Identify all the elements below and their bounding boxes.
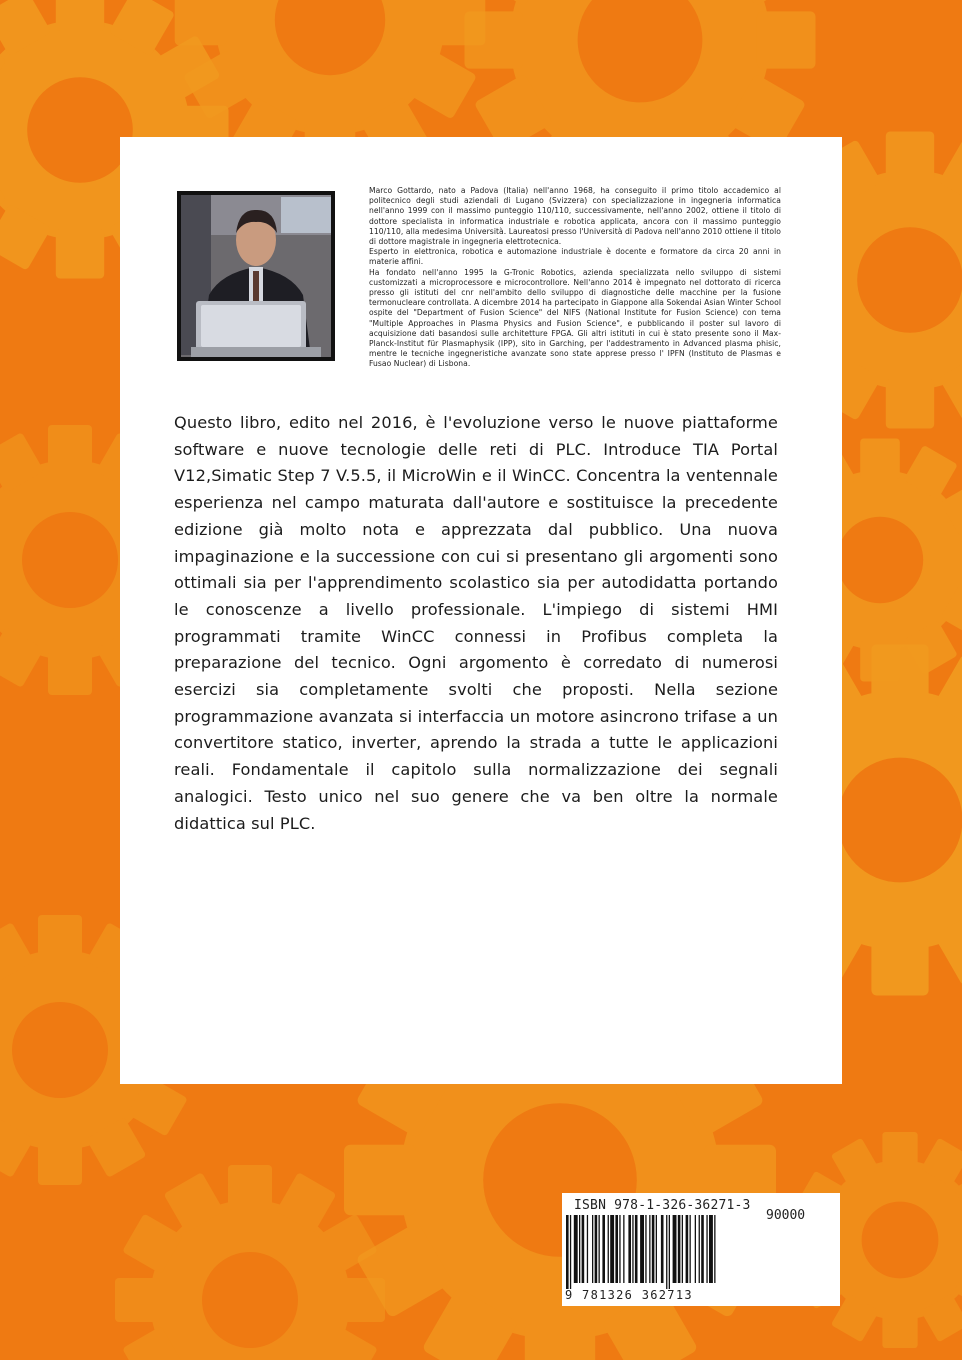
barcode-bar — [602, 1215, 605, 1283]
isbn-label: ISBN 978-1-326-36271-3 — [574, 1198, 751, 1213]
barcode-bar — [695, 1215, 696, 1283]
barcode-bar — [582, 1215, 585, 1283]
barcode-bar — [599, 1215, 600, 1283]
barcode-bar — [610, 1215, 614, 1283]
barcode-bar — [640, 1215, 644, 1283]
barcode-bar — [608, 1215, 609, 1283]
barcode-bar — [592, 1215, 593, 1283]
barcode-bar — [623, 1215, 624, 1283]
ean-digits: 9 781326 362713 — [565, 1288, 693, 1302]
barcode-bars — [566, 1215, 834, 1289]
barcode-bar — [628, 1215, 631, 1283]
barcode-bar — [652, 1215, 655, 1283]
author-bio — [369, 186, 781, 370]
barcode-bar — [566, 1215, 569, 1289]
barcode-bar — [570, 1215, 571, 1289]
barcode-bar — [587, 1215, 588, 1283]
barcode-bar — [574, 1215, 578, 1283]
price-code: 90000 — [766, 1208, 806, 1223]
author-photo — [177, 191, 335, 361]
barcode-bar — [645, 1215, 646, 1283]
barcode-bar — [699, 1215, 700, 1283]
barcode-bar — [673, 1215, 677, 1283]
barcode-bar — [632, 1215, 633, 1283]
barcode-bar — [690, 1215, 691, 1283]
barcode-bar — [595, 1215, 598, 1283]
barcode-bar — [669, 1215, 670, 1289]
barcode-bar — [579, 1215, 580, 1283]
barcode-bar — [682, 1215, 683, 1283]
barcode-bar — [666, 1215, 667, 1289]
book-description: Questo libro, edito nel 2016, è l'evoluzione verso le nuove piattaforme software e nuove tecnologie delle reti di PLC. Introduce TIA Portal V12,Simatic Step 7 V.5.5, il MicroWin e il WinCC. Concentra la ventennale esperienza nel campo maturata dall'autore e sostituisce la precedente edizione già molto nota e apprezzata dal pubblico. Una nuova impaginazione e la successione con cui si presentano gli argomenti sono ottimali sia per l'apprendimento scolastico sia per autodidatta portando le conoscenze a livello professionale. L'impiego di sistemi HMI programmati tramite WinCC connessi in Profibus completa la preparazione del tecnico. Ogni argomento è corredato di numerosi esercizi sia completamente svolti che proposti. Nella sezione programmazione avanzata si interfaccia un motore asincrono trifase a un convertitore statico, inverter, aprendo la strada a tutte le applicazioni reali. Fondamentale il capitolo sulla normalizzazione dei segnali analogici. Testo unico nel suo genere che va ben oltre la normale didattica sul PLC. — [174, 413, 778, 833]
barcode-bar — [619, 1215, 620, 1283]
barcode-bar — [661, 1215, 664, 1283]
barcode-bar — [686, 1215, 689, 1283]
bio-paragraph-2: Esperto in elettronica, robotica e automazione industriale è docente e formatore da circa 20 anni in materie affini. — [369, 247, 781, 267]
barcode-bar — [701, 1215, 704, 1283]
bio-paragraph-1: Marco Gottardo, nato a Padova (Italia) nell'anno 1968, ha conseguito il primo titolo accademico al politecnico degli studi aziendali di Lugano (Svizzera) con specializzazione in ingegneria informatica nell'anno 1999 con il massimo punteggio 110/110, successivamente, nell'anno 2002, ottiene il titolo di dottore specialista in informatica industriale e robotica applicata, ancora con il massimo punteggio 110/110, alla medesima Università. Laureatosi presso l'Università di Padova nell'anno 2010 ottiene il titolo di dottore magistrale in ingegneria elettrotecnica. — [369, 186, 781, 247]
author-portrait-image — [181, 195, 331, 357]
barcode-bar — [709, 1215, 713, 1283]
barcode-bar — [678, 1215, 681, 1283]
barcode-bar — [635, 1215, 638, 1283]
barcode-bar — [649, 1215, 650, 1283]
barcode-bar — [714, 1215, 715, 1283]
barcode-bar — [656, 1215, 657, 1283]
barcode-bar — [615, 1215, 618, 1283]
bio-paragraph-3: Ha fondato nell'anno 1995 la G-Tronic Robotics, azienda specializzata nello sviluppo di sistemi customizzati a microprocessore e microcontrollore. Nell'anno 2014 è impegnato nel dottorato di ricerca presso gli istituti del cnr nell'ambito dello sviluppo di diagnostiche delle macchine per la fusione termonucleare controllata. A dicembre 2014 ha partecipato in Giappone alla Sokendai Asian Winter School ospite del "Department of Fusion Science" del NIFS (National Institute for Fusion Science) con tema "Multiple Approaches in Plasma Physics and Fusion Science", e pubblicando il poster sul lavoro di acquisizione dati basandosi sulle architetture FPGA. Gli altri istituti in cui è stato presente sono il Max-Planck-Institut für Plasmaphysik (IPP), sito in Garching, per l'addestramento in Advanced plasma phisic, mentre le tecniche ingegneristiche avanzate sono state apprese presso l' IPFN (Instituto de Plasmas e Fusao Nuclear) di Lisbona. — [369, 267, 781, 369]
barcode-bar — [706, 1215, 707, 1283]
